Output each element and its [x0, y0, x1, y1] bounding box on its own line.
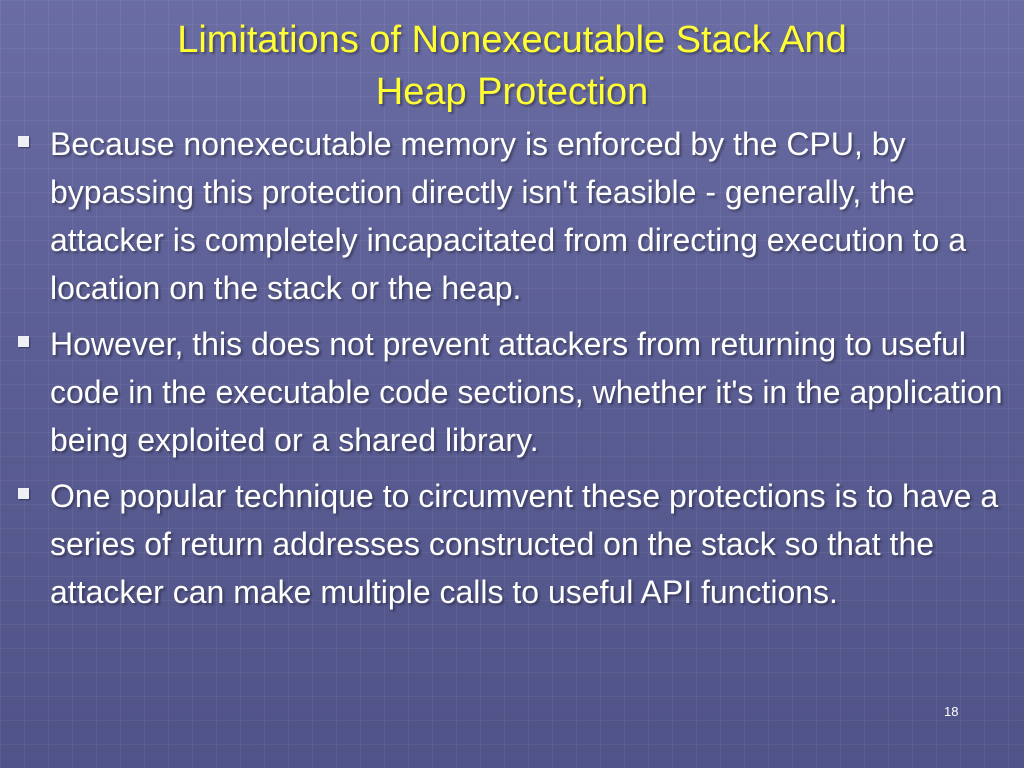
- bullet-text: One popular technique to circumvent these protections is to have a series of return addresses constructed on the stack so that the attacker can make multiple calls to useful API functions.: [50, 478, 999, 610]
- bullet-item: [12, 120, 1012, 312]
- bullet-text: However, this does not prevent attackers from returning to useful code in the executable code sections, whether it's in the application being exploited or a shared library.: [50, 326, 1003, 458]
- bullet-list: [12, 120, 1012, 624]
- bullet-text: Because nonexecutable memory is enforced by the CPU, by bypassing this protection directly isn't feasible - generally, the attacker is completely incapacitated from directing execution to a location on the stack or the heap.: [50, 126, 967, 306]
- square-bullet-icon: [18, 136, 29, 147]
- slide-title-line-1: Limitations of Nonexecutable Stack And: [177, 19, 847, 61]
- bullet-item: [12, 472, 1012, 616]
- slide-title: [60, 14, 964, 118]
- page-number: 18: [944, 704, 959, 719]
- bullet-item: [12, 320, 1012, 464]
- square-bullet-icon: [18, 336, 29, 347]
- slide-title-line-2: Heap Protection: [375, 71, 649, 113]
- square-bullet-icon: [18, 488, 29, 499]
